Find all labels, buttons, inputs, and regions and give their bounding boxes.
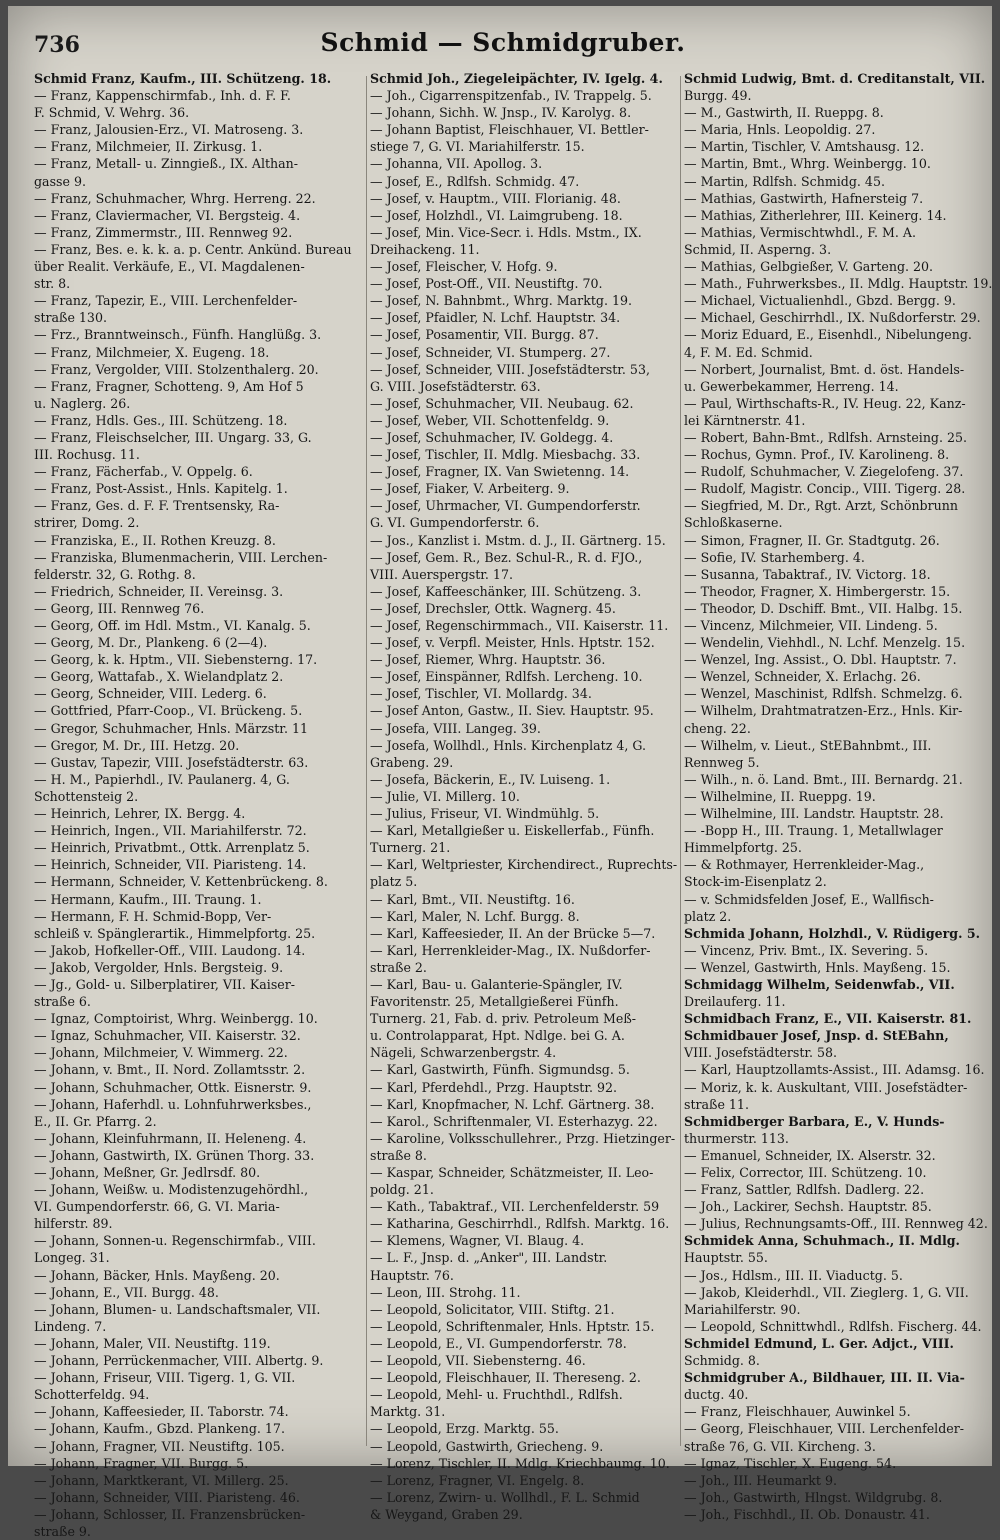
directory-entry: — Kaspar, Schneider, Schätzmeister, II. Leo- bbox=[370, 1165, 654, 1180]
directory-entry: — Wilh., n. ö. Land. Bmt., III. Bernardg. 21. bbox=[684, 771, 963, 787]
directory-entry: — v. Schmidsfelden Josef, E., Wallfisch- bbox=[684, 891, 934, 907]
directory-entry: Schmidbauer Josef, Jnsp. d. StEBahn, bbox=[684, 1028, 949, 1044]
directory-entry: — Franz, Sattler, Rdlfsh. Dadlerg. 22. bbox=[684, 1182, 925, 1198]
directory-entry: — Siegfried, M. Dr., Rgt. Arzt, Schönbrunn bbox=[684, 498, 958, 514]
directory-entry: — & Rothmayer, Herrenkleider-Mag., bbox=[684, 857, 925, 873]
directory-entry: Schmidagg Wilhelm, Seidenwfab., VII. bbox=[684, 976, 955, 992]
directory-entry: Schottensteig 2. bbox=[34, 788, 139, 804]
directory-entry: — Josef, Weber, VII. Schottenfeldg. 9. bbox=[370, 412, 610, 428]
directory-entry: — Johann, Haferhdl. u. Lohnfuhrwerksbes., bbox=[34, 1096, 312, 1112]
directory-entry: — Josef, Schuhmacher, IV. Goldegg. 4. bbox=[370, 429, 614, 445]
running-title: Schmid — Schmidgruber. bbox=[320, 28, 686, 57]
column-1 bbox=[34, 70, 364, 1539]
directory-entry: — Johann, Schlosser, II. Franzensbrücken- bbox=[34, 1506, 306, 1522]
directory-entry: — Josef, Schuhmacher, VII. Neubaug. 62. bbox=[370, 395, 634, 411]
directory-entry: — Franz, Schuhmacher, Whrg. Herreng. 22. bbox=[34, 190, 316, 206]
directory-entry: — Maria, Hnls. Leopoldig. 27. bbox=[684, 122, 876, 138]
directory-entry: Schmid, II. Asperng. 3. bbox=[684, 241, 832, 257]
directory-entry: — Karl, Herrenkleider-Mag., IX. Nußdorfer- bbox=[370, 942, 651, 958]
directory-entry: — Franz, Hdls. Ges., III. Schützeng. 18. bbox=[34, 412, 288, 428]
directory-entry: — Josef, v. Verpfl. Meister, Hnls. Hptstr. 152. bbox=[370, 635, 655, 651]
directory-entry: — Josef, v. Hauptm., VIII. Florianig. 48. bbox=[370, 190, 621, 206]
directory-entry: — Frz., Branntweinsch., Fünfh. Hanglüßg. 3. bbox=[34, 327, 322, 343]
directory-entry: — Franz, Bes. e. k. k. a. p. Centr. Ankünd. Bureau bbox=[34, 241, 352, 257]
directory-entry: — Johann, Sonnen-u. Regenschirmfab., VIII. bbox=[34, 1233, 316, 1249]
directory-entry: — Klemens, Wagner, VI. Blaug. 4. bbox=[370, 1233, 585, 1249]
directory-entry: — Mathias, Vermischtwhdl., F. M. A. bbox=[684, 224, 917, 240]
directory-entry: — Johann, Kleinfuhrmann, II. Heleneng. 4. bbox=[34, 1130, 307, 1146]
directory-entry: — Hermann, Schneider, V. Kettenbrückeng. 8. bbox=[34, 874, 328, 890]
directory-entry: — Kath., Tabaktraf., VII. Lerchenfelderstr. 59 bbox=[370, 1199, 660, 1215]
directory-entry: — Karoline, Volksschullehrer., Przg. Hietzinger- bbox=[370, 1130, 676, 1146]
directory-entry: — Franz, Fragner, Schotteng. 9, Am Hof 5 bbox=[34, 378, 304, 394]
directory-entry: — Josef, Schneider, VIII. Josefstädterstr. 53, bbox=[370, 361, 650, 377]
directory-entry: — Joh., III. Heumarkt 9. bbox=[684, 1472, 838, 1488]
directory-entry: — Franz, Post-Assist., Hnls. Kapitelg. 1. bbox=[34, 481, 288, 497]
directory-entry: — Franz, Vergolder, VIII. Stolzenthalerg. 20. bbox=[34, 361, 319, 377]
directory-entry: — Josef, Regenschirmmach., VII. Kaiserstr. 11. bbox=[370, 618, 669, 633]
directory-entry: — Joh., Fischhdl., II. Ob. Donaustr. 41. bbox=[684, 1506, 930, 1522]
directory-entry: — Josef Anton, Gastw., II. Siev. Hauptstr. 95. bbox=[370, 703, 654, 719]
directory-entry: Mariahilferstr. 90. bbox=[684, 1301, 801, 1317]
directory-entry: — Ignaz, Comptoirist, Whrg. Weinbergg. 10. bbox=[34, 1011, 318, 1027]
directory-entry: — Michael, Victualienhdl., Gbzd. Bergg. 9. bbox=[684, 293, 956, 309]
directory-entry: — Karl, Weltpriester, Kirchendirect., Ruprechts- bbox=[370, 857, 678, 873]
directory-entry: — Josef, Gem. R., Bez. Schul-R., R. d. FJO., bbox=[370, 549, 643, 565]
column-divider bbox=[366, 76, 367, 1446]
directory-entry: — Josef, Kaffeeschänker, III. Schützeng. 3. bbox=[370, 583, 642, 599]
directory-entry: — Jos., Kanzlist i. Mstm. d. J., II. Gärtnerg. 15. bbox=[370, 532, 666, 548]
directory-entry: — Joh., Cigarrenspitzenfab., IV. Trappelg. 5. bbox=[370, 88, 652, 104]
column-divider bbox=[680, 76, 681, 1446]
directory-entry: — Wenzel, Gastwirth, Hnls. Mayßeng. 15. bbox=[684, 959, 951, 975]
directory-entry: — Karl, Pferdehdl., Przg. Hauptstr. 92. bbox=[370, 1079, 618, 1095]
directory-entry: — Johann, Milchmeier, V. Wimmerg. 22. bbox=[34, 1045, 288, 1061]
directory-entry: — Wenzel, Maschinist, Rdlfsh. Schmelzg. 6. bbox=[684, 686, 963, 702]
directory-entry: — Katharina, Geschirrhdl., Rdlfsh. Marktg. 16. bbox=[370, 1216, 670, 1232]
directory-entry: — Joh., Gastwirth, Hlngst. Wildgrubg. 8. bbox=[684, 1489, 943, 1505]
directory-entry: — Leopold, Schriftenmaler, Hnls. Hptstr. 15. bbox=[370, 1318, 655, 1334]
directory-entry: Dreilauferg. 11. bbox=[684, 994, 786, 1010]
directory-entry: — Georg, Wattafab., X. Wielandplatz 2. bbox=[34, 669, 284, 685]
page-number: 736 bbox=[34, 32, 80, 58]
directory-entry: Rennweg 5. bbox=[684, 754, 760, 770]
directory-entry: — Heinrich, Schneider, VII. Piaristeng. 14. bbox=[34, 857, 307, 873]
directory-entry: — Karl, Knopfmacher, N. Lchf. Gärtnerg. 38. bbox=[370, 1096, 655, 1112]
directory-entry: — Leopold, Solicitator, VIII. Stiftg. 21. bbox=[370, 1301, 615, 1317]
directory-entry: hilferstr. 89. bbox=[34, 1216, 113, 1232]
directory-entry: — Franz, Fleischselcher, III. Ungarg. 33, G. bbox=[34, 429, 312, 445]
directory-entry: straße 8. bbox=[370, 1147, 427, 1163]
directory-entry: strirer, Domg. 2. bbox=[34, 515, 140, 531]
directory-entry: — Theodor, Fragner, X. Himbergerstr. 15. bbox=[684, 583, 951, 599]
directory-entry: u. Naglerg. 26. bbox=[34, 395, 131, 411]
directory-entry: — Susanna, Tabaktraf., IV. Victorg. 18. bbox=[684, 566, 931, 582]
directory-entry: — Josef, Einspänner, Rdlfsh. Lercheng. 10. bbox=[370, 669, 643, 685]
directory-entry: Schotterfeldg. 94. bbox=[34, 1387, 150, 1403]
directory-entry: — Johann, Weißw. u. Modistenzugehördhl., bbox=[34, 1182, 309, 1198]
directory-entry: — Josef, Fragner, IX. Van Swietenng. 14. bbox=[370, 464, 630, 480]
directory-entry: — Lorenz, Zwirn- u. Wollhdl., F. L. Schmid bbox=[370, 1489, 640, 1505]
directory-entry: — Heinrich, Ingen., VII. Mariahilferstr. 72. bbox=[34, 823, 307, 839]
directory-entry: — Josef, Fiaker, V. Arbeiterg. 9. bbox=[370, 481, 570, 497]
directory-entry: — Jg., Gold- u. Silberplatirer, VII. Kaiser- bbox=[34, 976, 296, 992]
directory-page bbox=[8, 6, 993, 1539]
directory-entry: — Josef, Min. Vice-Secr. i. Hdls. Mstm., IX. bbox=[370, 224, 642, 240]
directory-entry: — Franz, Kappenschirmfab., Inh. d. F. F. bbox=[34, 88, 291, 104]
directory-entry: — Josefa, Bäckerin, E., IV. Luiseng. 1. bbox=[370, 771, 611, 787]
directory-entry: — Leon, III. Strohg. 11. bbox=[370, 1284, 521, 1300]
directory-entry: — Josef, Riemer, Whrg. Hauptstr. 36. bbox=[370, 652, 606, 668]
directory-entry: — Franz, Zimmermstr., III. Rennweg 92. bbox=[34, 224, 293, 240]
directory-entry: — Vincenz, Milchmeier, VII. Lindeng. 5. bbox=[684, 618, 938, 633]
directory-entry: — Math., Fuhrwerksbes., II. Mdlg. Hauptstr. 19. bbox=[684, 276, 993, 292]
directory-entry: — Wilhelm, Drahtmatratzen-Erz., Hnls. Kir- bbox=[684, 703, 963, 719]
directory-entry: — Johanna, VII. Apollog. 3. bbox=[370, 156, 543, 172]
directory-entry: — -Bopp H., III. Traung. 1, Metallwlager bbox=[684, 823, 943, 839]
directory-entry: — Josef, Drechsler, Ottk. Wagnerg. 45. bbox=[370, 600, 616, 616]
directory-entry: G. VIII. Josefstädterstr. 63. bbox=[370, 378, 541, 394]
directory-entry: — Johann, Perrückenmacher, VIII. Albertg. 9. bbox=[34, 1353, 324, 1369]
directory-entry: gasse 9. bbox=[34, 173, 86, 189]
directory-entry: — Johann, Sichh. W. Jnsp., IV. Karolyg. 8. bbox=[370, 105, 632, 121]
directory-entry: — Leopold, VII. Siebensterng. 46. bbox=[370, 1353, 586, 1369]
directory-entry: — Johann, Blumen- u. Landschaftsmaler, VII. bbox=[34, 1301, 321, 1317]
directory-entry: — Georg, Schneider, VIII. Lederg. 6. bbox=[34, 686, 267, 702]
directory-entry: — Franz, Milchmeier, II. Zirkusg. 1. bbox=[34, 139, 263, 155]
directory-entry: — Franz, Metall- u. Zinngieß., IX. Althan- bbox=[34, 156, 299, 172]
directory-entry: straße 76, G. VII. Kircheng. 3. bbox=[684, 1438, 876, 1454]
directory-entry: — Franz, Fächerfab., V. Oppelg. 6. bbox=[34, 464, 253, 480]
directory-entry: — Karl, Kaffeesieder, II. An der Brücke 5—7. bbox=[370, 925, 656, 941]
directory-entry: poldg. 21. bbox=[370, 1182, 434, 1198]
directory-entry: — M., Gastwirth, II. Rueppg. 8. bbox=[684, 105, 884, 121]
directory-entry: Lindeng. 7. bbox=[34, 1318, 107, 1334]
directory-entry: — Karl, Maler, N. Lchf. Burgg. 8. bbox=[370, 908, 580, 924]
directory-entry: — Josef, Schneider, VI. Stumperg. 27. bbox=[370, 344, 611, 360]
directory-entry: — Wenzel, Schneider, X. Erlachg. 26. bbox=[684, 669, 921, 685]
directory-entry: — Wendelin, Viehhdl., N. Lchf. Menzelg. 15. bbox=[684, 635, 966, 651]
directory-entry: E., II. Gr. Pfarrg. 2. bbox=[34, 1113, 157, 1129]
directory-entry: — Gustav, Tapezir, VIII. Josefstädterstr. 63. bbox=[34, 754, 309, 770]
directory-entry: — Johann, Schneider, VIII. Piaristeng. 46. bbox=[34, 1489, 300, 1505]
directory-entry: — Lorenz, Fragner, VI. Engelg. 8. bbox=[370, 1472, 585, 1488]
directory-entry: — L. F., Jnsp. d. „Anker", III. Landstr. bbox=[370, 1250, 608, 1266]
directory-entry: ductg. 40. bbox=[684, 1387, 749, 1403]
directory-entry: — Johann, Kaufm., Gbzd. Plankeng. 17. bbox=[34, 1421, 285, 1437]
directory-entry: — Johann, Meßner, Gr. Jedlrsdf. 80. bbox=[34, 1165, 261, 1180]
directory-entry: — Leopold, Mehl- u. Fruchthdl., Rdlfsh. bbox=[370, 1387, 623, 1403]
directory-entry: Schmidbach Franz, E., VII. Kaiserstr. 81. bbox=[684, 1011, 972, 1027]
directory-entry: Schmidek Anna, Schuhmach., II. Mdlg. bbox=[684, 1233, 960, 1249]
column-3 bbox=[684, 70, 993, 1522]
directory-entry: — Paul, Wirthschafts-R., IV. Heug. 22, Kanz- bbox=[684, 395, 966, 411]
directory-entry: — Michael, Geschirrhdl., IX. Nußdorferstr. 29. bbox=[684, 310, 981, 326]
directory-entry: VIII. Josefstädterstr. 58. bbox=[684, 1045, 838, 1061]
directory-entry: — Vincenz, Priv. Bmt., IX. Severing. 5. bbox=[684, 942, 929, 958]
directory-entry: — Gregor, M. Dr., III. Hetzg. 20. bbox=[34, 737, 240, 753]
directory-entry: — Gottfried, Pfarr-Coop., VI. Brückeng. 5. bbox=[34, 703, 303, 719]
directory-entry: — Jos., Hdlsm., III. II. Viaductg. 5. bbox=[684, 1267, 903, 1283]
directory-entry: — Karol., Schriftenmaler, VI. Esterhazyg. 22. bbox=[370, 1113, 658, 1129]
directory-entry: — Leopold, Schnittwhdl., Rdlfsh. Fischerg. 44. bbox=[684, 1318, 982, 1334]
directory-entry: — Johann, E., VII. Burgg. 48. bbox=[34, 1284, 219, 1300]
directory-entry: — Georg, Off. im Hdl. Mstm., VI. Kanalg. 5. bbox=[34, 618, 311, 633]
directory-entry: VI. Gumpendorferstr. 66, G. VI. Maria- bbox=[34, 1199, 280, 1215]
directory-entry: — Hermann, F. H. Schmid-Bopp, Ver- bbox=[34, 908, 272, 924]
directory-entry: F. Schmid, V. Wehrg. 36. bbox=[34, 105, 190, 121]
directory-entry: — Norbert, Journalist, Bmt. d. öst. Handels- bbox=[684, 361, 965, 377]
directory-entry: lei Kärntnerstr. 41. bbox=[684, 412, 806, 428]
directory-entry: str. 8. bbox=[34, 276, 71, 292]
directory-entry: III. Rochusg. 11. bbox=[34, 447, 140, 463]
directory-entry: — Franz, Jalousien-Erz., VI. Matroseng. 3. bbox=[34, 122, 304, 138]
directory-entry: G. VI. Gumpendorferstr. 6. bbox=[370, 515, 540, 531]
directory-entry: — Georg, Fleischhauer, VIII. Lerchenfelder- bbox=[684, 1421, 965, 1437]
directory-entry: cheng. 22. bbox=[684, 720, 751, 736]
directory-entry: schleiß v. Spänglerartik., Himmelpfortg. 25. bbox=[34, 925, 316, 941]
directory-entry: — H. M., Papierhdl., IV. Paulanerg. 4, G. bbox=[34, 771, 290, 787]
directory-entry: platz 2. bbox=[684, 908, 732, 924]
directory-entry: — Martin, Rdlfsh. Schmidg. 45. bbox=[684, 173, 885, 189]
directory-entry: — Josef, Tischler, VI. Mollardg. 34. bbox=[370, 686, 592, 702]
directory-entry: — Johann, Schuhmacher, Ottk. Eisnerstr. 9. bbox=[34, 1079, 312, 1095]
directory-entry: über Realit. Verkäufe, E., VI. Magdalenen- bbox=[34, 259, 305, 275]
directory-entry: — Emanuel, Schneider, IX. Alserstr. 32. bbox=[684, 1147, 936, 1163]
directory-entry: — Hermann, Kaufm., III. Traung. 1. bbox=[34, 891, 262, 907]
directory-entry: — Josef, Holzhdl., VI. Laimgrubeng. 18. bbox=[370, 207, 623, 223]
directory-entry: — Heinrich, Lehrer, IX. Bergg. 4. bbox=[34, 806, 246, 822]
directory-entry: Marktg. 31. bbox=[370, 1404, 446, 1420]
directory-columns bbox=[34, 70, 993, 1539]
directory-entry: — Leopold, Fleischhauer, II. Thereseng. 2. bbox=[370, 1370, 641, 1386]
directory-entry: — Leopold, Gastwirth, Griecheng. 9. bbox=[370, 1438, 604, 1454]
directory-entry: Schmid Joh., Ziegeleipächter, IV. Igelg. 4. bbox=[370, 71, 663, 86]
directory-entry: — Johann, Friseur, VIII. Tigerg. 1, G. VII. bbox=[34, 1370, 296, 1386]
directory-entry: thurmerstr. 113. bbox=[684, 1130, 789, 1146]
directory-entry: — Johann, Marktkerant, VI. Millerg. 25. bbox=[34, 1472, 289, 1488]
directory-entry: Burgg. 49. bbox=[684, 88, 752, 104]
directory-entry: — Johann, v. Bmt., II. Nord. Zollamtsstr. 2. bbox=[34, 1062, 306, 1078]
directory-entry: — Karl, Gastwirth, Fünfh. Sigmundsg. 5. bbox=[370, 1062, 630, 1078]
directory-entry: — Robert, Bahn-Bmt., Rdlfsh. Arnsteing. 25. bbox=[684, 429, 968, 445]
directory-entry: — Ignaz, Tischler, X. Eugeng. 54. bbox=[684, 1455, 897, 1471]
directory-entry: — Georg, k. k. Hptm., VII. Siebensterng. 17. bbox=[34, 652, 318, 668]
directory-entry: VIII. Auerspergstr. 17. bbox=[370, 566, 513, 582]
directory-entry: — Jakob, Kleiderhdl., VII. Zieglerg. 1, G. VII. bbox=[684, 1284, 969, 1300]
directory-entry: u. Gewerbekammer, Herreng. 14. bbox=[684, 378, 899, 394]
directory-entry: — Leopold, Erzg. Marktg. 55. bbox=[370, 1421, 559, 1437]
directory-entry: Schmidg. 8. bbox=[684, 1353, 760, 1369]
directory-entry: — Wilhelm, v. Lieut., StEBahnbmt., III. bbox=[684, 737, 932, 753]
directory-entry: — Josef, Pfaidler, N. Lchf. Hauptstr. 34. bbox=[370, 310, 621, 326]
directory-entry: straße 2. bbox=[370, 959, 427, 975]
directory-entry: — Franz, Tapezir, E., VIII. Lerchenfelder- bbox=[34, 293, 298, 309]
directory-entry: — Rudolf, Schuhmacher, V. Ziegelofeng. 37. bbox=[684, 464, 964, 480]
directory-entry: — Franz, Claviermacher, VI. Bergsteig. 4. bbox=[34, 207, 301, 223]
directory-entry: — Johann, Fragner, VII. Neustiftg. 105. bbox=[34, 1438, 285, 1454]
directory-entry: — Julius, Rechnungsamts-Off., III. Rennweg 42. bbox=[684, 1216, 988, 1232]
directory-entry: — Johann, Kaffeesieder, II. Taborstr. 74. bbox=[34, 1404, 289, 1420]
directory-entry: — Rochus, Gymn. Prof., IV. Karolineng. 8. bbox=[684, 447, 950, 463]
directory-entry: straße 6. bbox=[34, 994, 91, 1010]
directory-entry: — Martin, Bmt., Whrg. Weinbergg. 10. bbox=[684, 156, 931, 172]
directory-entry: Favoritenstr. 25, Metallgießerei Fünfh. bbox=[370, 994, 619, 1010]
directory-entry: — Franz, Ges. d. F. F. Trentsensky, Ra- bbox=[34, 498, 280, 514]
directory-entry: — Josef, Posamentir, VII. Burgg. 87. bbox=[370, 327, 599, 343]
directory-entry: 4, F. M. Ed. Schmid. bbox=[684, 344, 813, 360]
column-2 bbox=[370, 70, 678, 1522]
directory-entry: — Mathias, Gastwirth, Hafnersteig 7. bbox=[684, 190, 924, 206]
directory-entry: straße 130. bbox=[34, 310, 107, 326]
directory-entry: — Georg, M. Dr., Plankeng. 6 (2—4). bbox=[34, 635, 268, 651]
directory-entry: — Simon, Fragner, II. Gr. Stadtgutg. 26. bbox=[684, 532, 940, 548]
directory-entry: Hauptstr. 55. bbox=[684, 1250, 768, 1266]
directory-entry: — Leopold, E., VI. Gumpendorferstr. 78. bbox=[370, 1335, 627, 1351]
directory-entry: — Moriz Eduard, E., Eisenhdl., Nibelungeng. bbox=[684, 327, 972, 343]
directory-entry: — Martin, Tischler, V. Amtshausg. 12. bbox=[684, 139, 925, 155]
page-header bbox=[34, 28, 972, 64]
directory-entry: — Julius, Friseur, VI. Windmühlg. 5. bbox=[370, 806, 600, 822]
directory-entry: — Johann, Gastwirth, IX. Grünen Thorg. 33. bbox=[34, 1147, 315, 1163]
directory-entry: — Rudolf, Magistr. Concip., VIII. Tigerg. 28. bbox=[684, 481, 966, 497]
directory-entry: — Mathias, Zitherlehrer, III. Keinerg. 14. bbox=[684, 207, 947, 223]
directory-entry: — Mathias, Gelbgießer, V. Garteng. 20. bbox=[684, 259, 934, 275]
directory-entry: — Jakob, Vergolder, Hnls. Bergsteig. 9. bbox=[34, 959, 284, 975]
directory-entry: — Josef, Uhrmacher, VI. Gumpendorferstr. bbox=[370, 498, 641, 514]
directory-entry: — Felix, Corrector, III. Schützeng. 10. bbox=[684, 1165, 927, 1180]
directory-entry: — Julie, VI. Millerg. 10. bbox=[370, 788, 520, 804]
directory-entry: Longeg. 31. bbox=[34, 1250, 110, 1266]
directory-entry: — Josef, Tischler, II. Mdlg. Miesbachg. 33. bbox=[370, 447, 641, 463]
directory-entry: — Sofie, IV. Starhemberg. 4. bbox=[684, 549, 865, 565]
directory-entry: — Heinrich, Privatbmt., Ottk. Arrenplatz 5. bbox=[34, 840, 310, 856]
directory-entry: — Johann, Fragner, VII. Burgg. 5. bbox=[34, 1455, 249, 1471]
directory-entry: — Josefa, VIII. Langeg. 39. bbox=[370, 720, 541, 736]
directory-entry: — Karl, Bmt., VII. Neustiftg. 16. bbox=[370, 891, 575, 907]
directory-entry: Schmidberger Barbara, E., V. Hunds- bbox=[684, 1113, 945, 1129]
directory-entry: & Weygand, Graben 29. bbox=[370, 1506, 523, 1522]
directory-entry: Hauptstr. 76. bbox=[370, 1267, 454, 1283]
directory-entry: — Franz, Milchmeier, X. Eugeng. 18. bbox=[34, 344, 270, 360]
directory-entry: Stock-im-Eisenplatz 2. bbox=[684, 874, 827, 890]
directory-entry: — Josef, Post-Off., VII. Neustiftg. 70. bbox=[370, 276, 603, 292]
directory-entry: straße 11. bbox=[684, 1096, 749, 1112]
directory-entry: — Josef, E., Rdlfsh. Schmidg. 47. bbox=[370, 173, 580, 189]
directory-entry: — Josefa, Wollhdl., Hnls. Kirchenplatz 4, G. bbox=[370, 737, 646, 753]
directory-entry: Schmid Franz, Kaufm., III. Schützeng. 18. bbox=[34, 71, 332, 86]
directory-entry: — Josef, N. Bahnbmt., Whrg. Marktg. 19. bbox=[370, 293, 632, 309]
directory-entry: Schmida Johann, Holzhdl., V. Rüdigerg. 5. bbox=[684, 925, 980, 941]
directory-entry: — Ignaz, Schuhmacher, VII. Kaiserstr. 32. bbox=[34, 1028, 301, 1044]
directory-entry: — Jakob, Hofkeller-Off., VIII. Laudong. 14. bbox=[34, 942, 306, 958]
directory-entry: — Gregor, Schuhmacher, Hnls. Märzstr. 11 bbox=[34, 720, 308, 736]
directory-entry: Dreihackeng. 11. bbox=[370, 241, 480, 257]
directory-entry: Nägeli, Schwarzenbergstr. 4. bbox=[370, 1045, 557, 1061]
directory-entry: — Wilhelmine, III. Landstr. Hauptstr. 28. bbox=[684, 806, 944, 822]
directory-entry: Schmidgruber A., Bildhauer, III. II. Via- bbox=[684, 1370, 965, 1386]
directory-entry: — Franziska, Blumenmacherin, VIII. Lerchen- bbox=[34, 549, 328, 565]
directory-entry: — Karl, Metallgießer u. Eiskellerfab., Fünfh. bbox=[370, 823, 655, 839]
directory-entry: — Lorenz, Tischler, II. Mdlg. Kriechbaumg. 10. bbox=[370, 1455, 670, 1471]
directory-entry: Schloßkaserne. bbox=[684, 515, 783, 531]
directory-entry: — Theodor, D. Dschiff. Bmt., VII. Halbg. 15. bbox=[684, 600, 963, 616]
directory-entry: — Wilhelmine, II. Rueppg. 19. bbox=[684, 788, 876, 804]
directory-entry: Schmidel Edmund, L. Ger. Adjct., VIII. bbox=[684, 1335, 954, 1351]
directory-entry: stiege 7, G. VI. Mariahilferstr. 15. bbox=[370, 139, 585, 155]
directory-entry: — Wenzel, Ing. Assist., O. Dbl. Hauptstr. 7. bbox=[684, 652, 957, 668]
directory-entry: Grabeng. 29. bbox=[370, 754, 454, 770]
directory-entry: — Johann, Bäcker, Hnls. Mayßeng. 20. bbox=[34, 1267, 280, 1283]
directory-entry: Turnerg. 21. bbox=[370, 840, 451, 856]
directory-entry: — Joh., Lackirer, Sechsh. Hauptstr. 85. bbox=[684, 1199, 932, 1215]
directory-entry: — Johann, Maler, VII. Neustiftg. 119. bbox=[34, 1335, 271, 1351]
directory-entry: — Moriz, k. k. Auskultant, VIII. Josefstädter- bbox=[684, 1079, 968, 1095]
directory-entry: Schmid Ludwig, Bmt. d. Creditanstalt, VII. bbox=[684, 71, 986, 86]
directory-entry: straße 9. bbox=[34, 1523, 91, 1539]
directory-entry: — Friedrich, Schneider, II. Vereinsg. 3. bbox=[34, 583, 284, 599]
directory-entry: — Karl, Bau- u. Galanterie-Spängler, IV. bbox=[370, 976, 623, 992]
directory-entry: felderstr. 32, G. Rothg. 8. bbox=[34, 566, 196, 582]
directory-entry: platz 5. bbox=[370, 874, 418, 890]
directory-entry: — Franziska, E., II. Rothen Kreuzg. 8. bbox=[34, 532, 276, 548]
directory-entry: — Karl, Hauptzollamts-Assist., III. Adamsg. 16. bbox=[684, 1062, 985, 1078]
directory-entry: — Josef, Fleischer, V. Hofg. 9. bbox=[370, 259, 558, 275]
directory-entry: Himmelpfortg. 25. bbox=[684, 840, 802, 856]
directory-entry: — Johann Baptist, Fleischhauer, VI. Bettler- bbox=[370, 122, 649, 138]
directory-entry: Turnerg. 21, Fab. d. priv. Petroleum Meß- bbox=[370, 1011, 637, 1027]
directory-entry: u. Controlapparat, Hpt. Ndlge. bei G. A. bbox=[370, 1028, 625, 1044]
directory-entry: — Franz, Fleischhauer, Auwinkel 5. bbox=[684, 1404, 911, 1420]
directory-entry: — Georg, III. Rennweg 76. bbox=[34, 600, 205, 616]
